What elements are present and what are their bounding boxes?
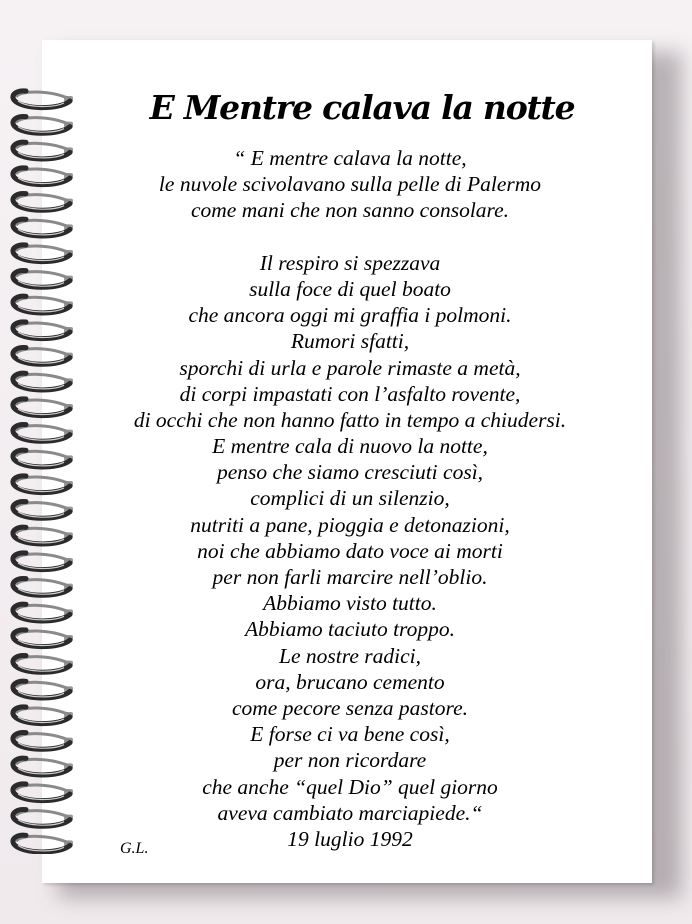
poem-line: complici di un silenzio, (250, 486, 450, 511)
poem-line: Il respiro si spezzava (259, 250, 441, 275)
poem-line: noi che abbiamo dato voce ai morti (197, 538, 503, 563)
poem-body (42, 145, 658, 852)
poem-line: Abbiamo taciuto troppo. (244, 617, 455, 642)
poem-line: Rumori sfatti, (290, 329, 410, 354)
stanza-2 (42, 250, 658, 852)
poem-line: penso che siamo cresciuti così, (216, 460, 484, 485)
poem-line: che ancora oggi mi graffia i polmoni. (188, 303, 512, 328)
signature: G.L. (120, 840, 149, 857)
poem-line: Le nostre radici, (279, 643, 421, 668)
poem-line: di corpi impastati con l’asfalto rovente, (179, 381, 521, 406)
stanza-1 (42, 145, 658, 224)
poem-line: aveva cambiato marciapiede.“ (217, 800, 483, 825)
poem-line: nutriti a pane, pioggia e detonazioni, (190, 512, 510, 537)
poem-line: come mani che non sanno consolare. (190, 198, 510, 223)
poem-line: E forse ci va bene così, (250, 722, 450, 747)
poem-line: sporchi di urla e parole rimaste a metà, (179, 355, 521, 380)
poem-line: E mentre cala di nuovo la notte, (212, 434, 488, 459)
poem-line: sulla foce di quel boato (249, 276, 451, 301)
poem-line: “ E mentre calava la notte, (233, 146, 467, 170)
poem-line: le nuvole scivolavano sulla pelle di Palermo (158, 172, 542, 197)
poem-title: E Mentre calava la notte (149, 88, 575, 127)
poem-line: per non farli marcire nell’oblio. (212, 565, 488, 589)
poem-line: per non ricordare (273, 748, 427, 773)
stanza-gap (42, 224, 658, 250)
poem-date: 19 luglio 1992 (287, 826, 413, 851)
poem-line: ora, brucano cemento (255, 669, 445, 694)
poem-line: di occhi che non hanno fatto in tempo a chiudersi. (133, 407, 567, 432)
poem-line: che anche “quel Dio” quel giorno (202, 774, 498, 799)
poem-line: Abbiamo visto tutto. (263, 591, 437, 616)
poem-line: come pecore senza pastore. (231, 695, 469, 720)
